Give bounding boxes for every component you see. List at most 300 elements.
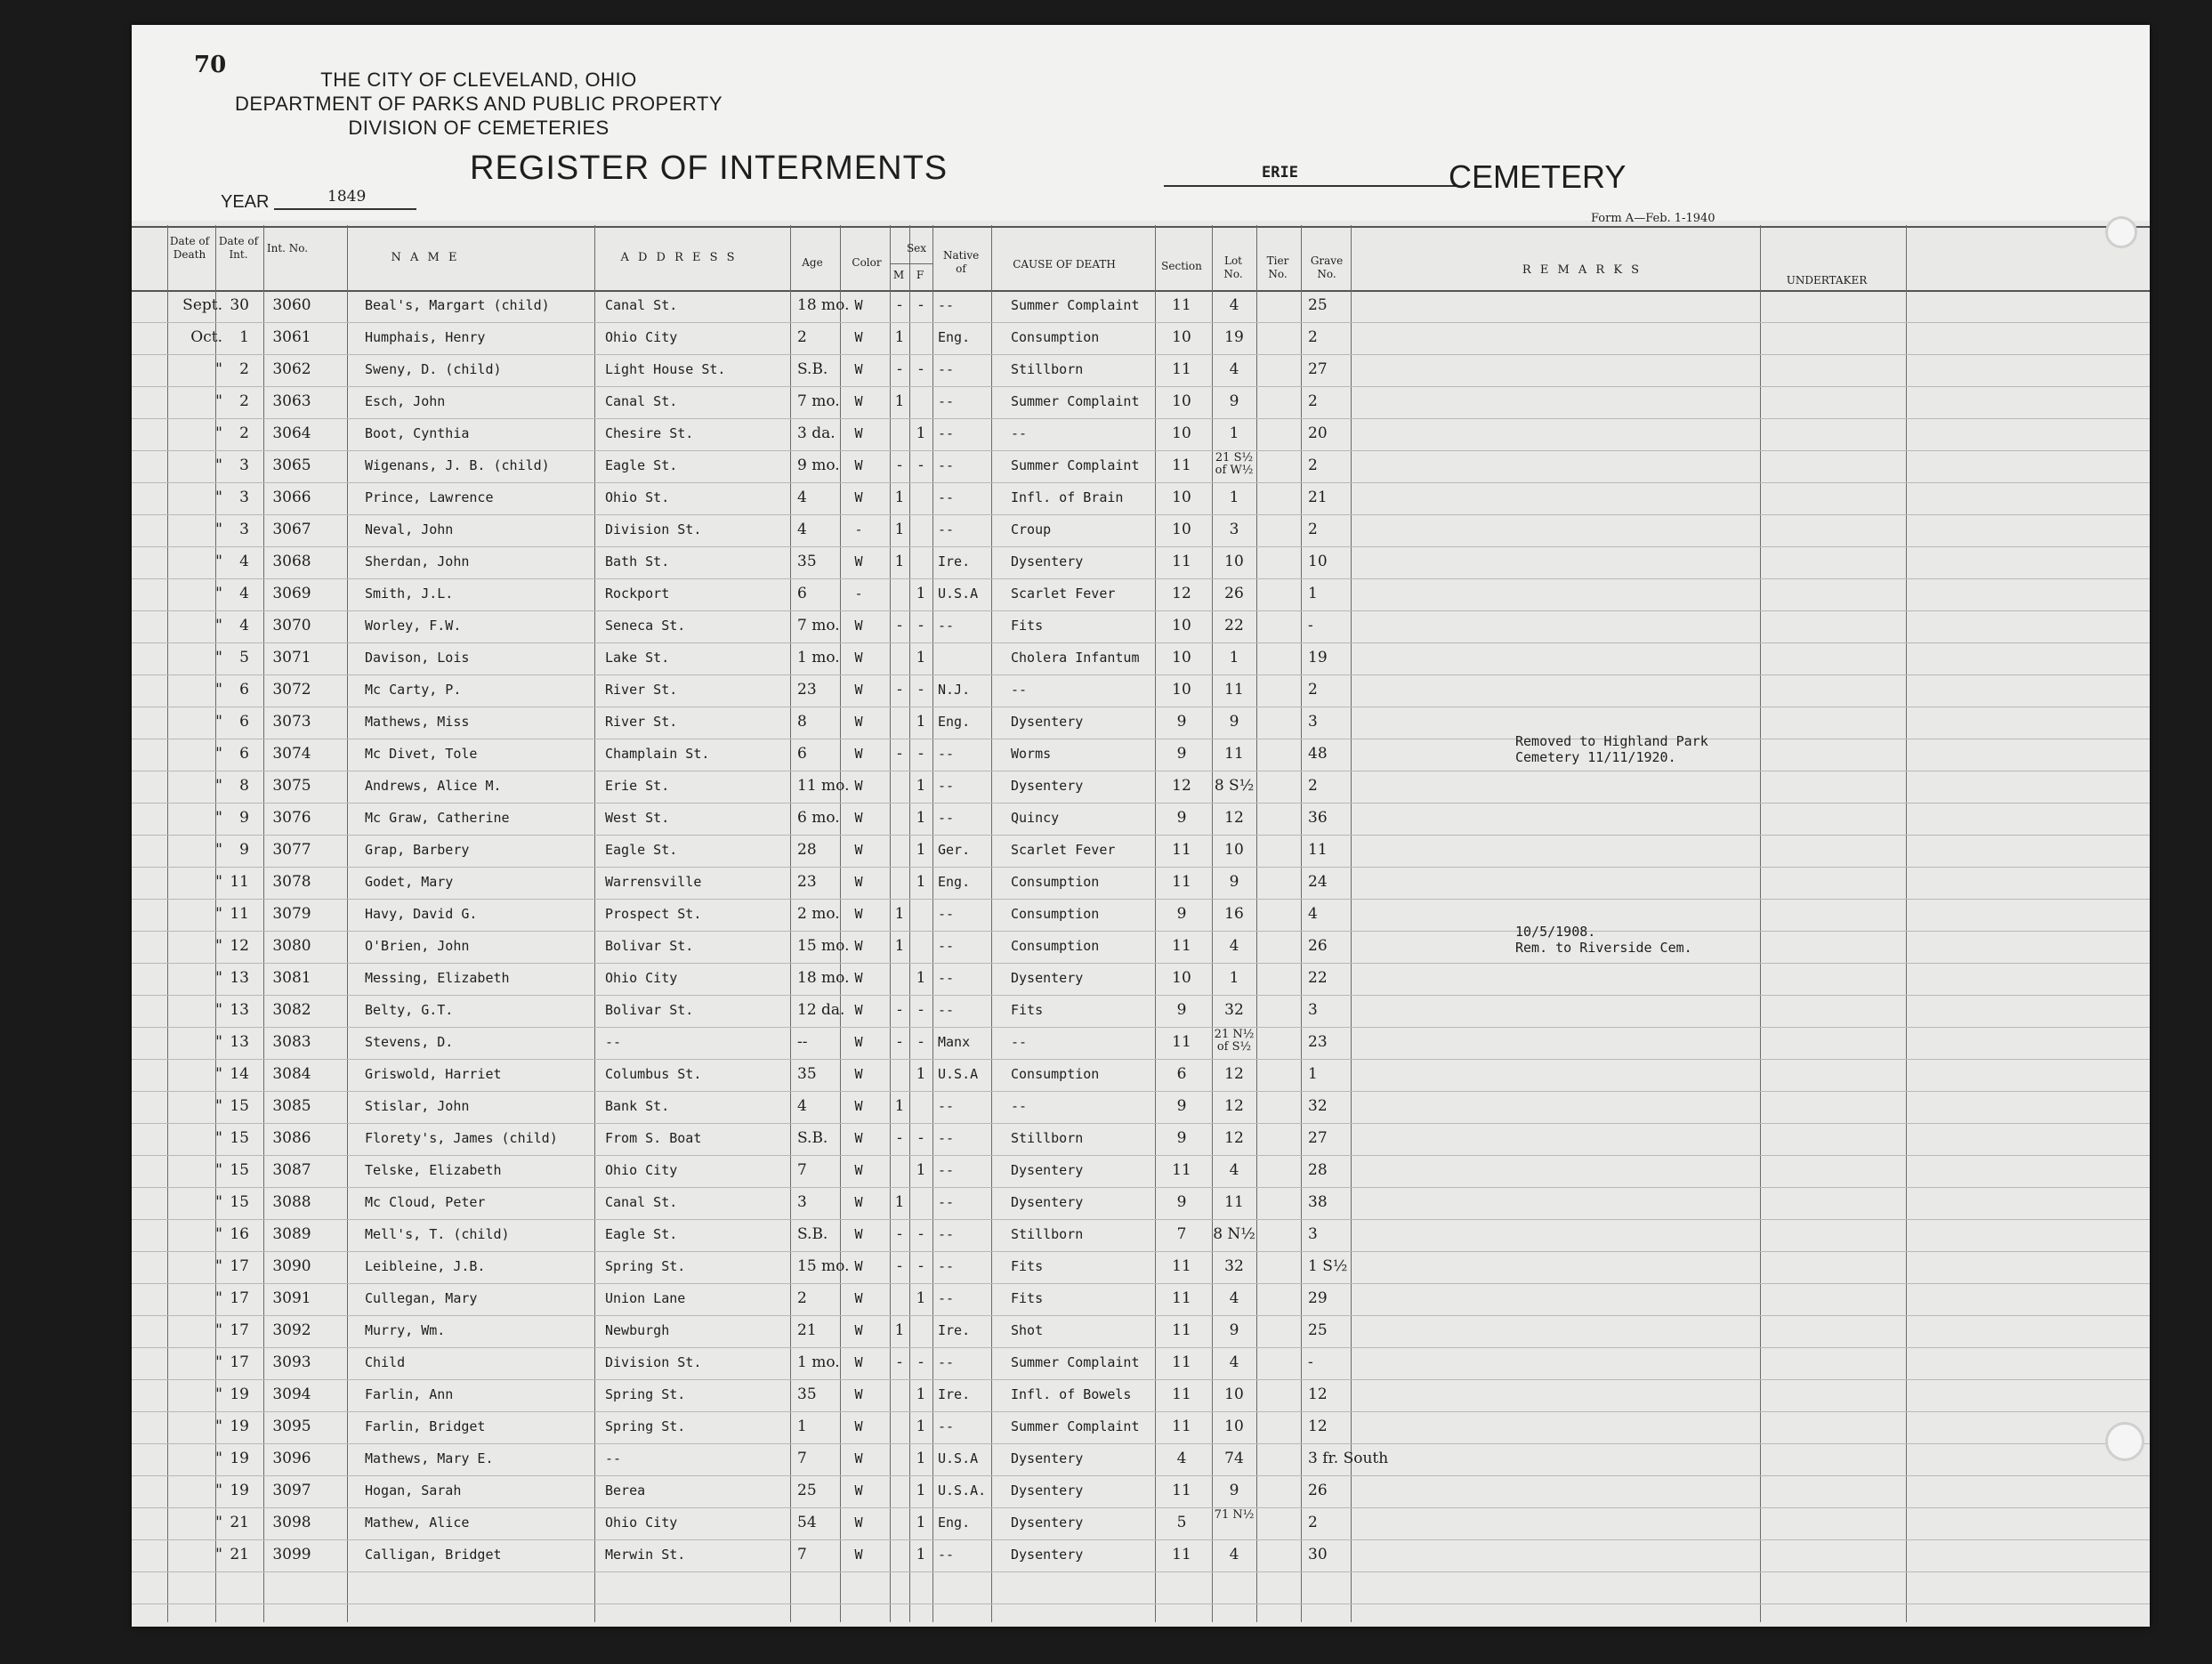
cell-section: 10	[1172, 392, 1191, 410]
cell-age: 28	[797, 841, 817, 859]
cell-grave: 27	[1308, 1129, 1328, 1147]
cell-month: "	[215, 1546, 222, 1563]
cell-color: -	[854, 586, 863, 602]
col-name: N A M E	[391, 251, 460, 264]
cell-m: -	[897, 1353, 902, 1371]
cell-color: W	[854, 1098, 863, 1114]
cell-day: 12	[230, 937, 249, 955]
cell-address: From S. Boat	[605, 1130, 702, 1146]
cell-cause: Dysentery	[1011, 1450, 1084, 1466]
cell-color: W	[854, 1066, 863, 1082]
cell-cause: Dysentery	[1011, 553, 1084, 569]
cell-age: 1 mo.	[797, 649, 840, 666]
cell-lot: 19	[1224, 328, 1244, 346]
cell-address: West St.	[605, 810, 670, 826]
cell-native: --	[938, 457, 955, 473]
cell-no: 3079	[272, 905, 311, 923]
cell-address: Bolivar St.	[605, 1002, 694, 1018]
cell-day: 19	[230, 1482, 249, 1499]
col-undertaker: UNDERTAKER	[1786, 274, 1868, 287]
cell-grave: 2	[1308, 1514, 1318, 1531]
cell-f: -	[918, 296, 924, 314]
cell-day: 8	[239, 777, 249, 795]
cell-no: 3063	[272, 392, 311, 410]
cell-m: -	[897, 1129, 902, 1147]
cell-f: 1	[916, 873, 926, 891]
cell-native: --	[938, 1354, 955, 1370]
cell-lot: 71 N½	[1214, 1508, 1255, 1522]
cell-color: W	[854, 1386, 863, 1402]
cell-native: Ire.	[938, 1386, 971, 1402]
punch-hole	[2105, 1422, 2144, 1461]
cell-f: 1	[916, 1065, 926, 1083]
cell-section: 9	[1176, 905, 1187, 923]
cell-f: -	[918, 360, 924, 378]
cell-no: 3082	[272, 1001, 311, 1019]
cell-cause: Fits	[1011, 1290, 1044, 1306]
cell-native: --	[938, 1258, 955, 1274]
cell-cause: Fits	[1011, 1002, 1044, 1018]
cell-month: "	[215, 1514, 222, 1531]
cell-section: 11	[1172, 553, 1191, 570]
cell-cause: --	[1011, 1034, 1028, 1050]
cell-native: --	[938, 1194, 955, 1210]
cell-m: -	[897, 745, 902, 763]
cell-day: 15	[230, 1097, 249, 1115]
cell-color: W	[854, 906, 863, 922]
cell-age: 7	[797, 1546, 807, 1563]
col-date-of-death: Date of Death	[169, 235, 210, 261]
table-row	[132, 521, 2150, 553]
cell-address: Lake St.	[605, 650, 670, 666]
cell-section: 10	[1172, 681, 1191, 699]
cell-address: Ohio City	[605, 1515, 678, 1531]
table-row	[132, 489, 2150, 521]
cell-native: --	[938, 425, 955, 441]
cell-m: -	[897, 296, 902, 314]
cell-month: "	[215, 937, 222, 955]
cell-name: Sherdan, John	[365, 553, 470, 569]
cell-grave: 1	[1308, 585, 1318, 602]
cell-address: Canal St.	[605, 393, 678, 409]
cell-day: 13	[230, 1033, 249, 1051]
cell-day: 15	[230, 1193, 249, 1211]
cell-name: Telske, Elizabeth	[365, 1162, 502, 1178]
row-rule	[132, 1603, 2150, 1604]
cell-address: Bank St.	[605, 1098, 670, 1114]
cell-month: "	[215, 1418, 222, 1435]
cell-color: W	[854, 1034, 863, 1050]
cell-age: 18 mo.	[797, 969, 850, 987]
cell-color: W	[854, 1002, 863, 1018]
cell-lot: 9	[1229, 1321, 1239, 1339]
cell-native: --	[938, 297, 955, 313]
cell-no: 3088	[272, 1193, 311, 1211]
cell-no: 3096	[272, 1450, 311, 1467]
cell-native: N.J.	[938, 682, 971, 698]
cell-native: Eng.	[938, 329, 971, 345]
cell-name: Mathews, Mary E.	[365, 1450, 494, 1466]
cell-cause: Consumption	[1011, 938, 1100, 954]
cell-name: Murry, Wm.	[365, 1322, 446, 1338]
cell-grave: 36	[1308, 809, 1328, 827]
cell-age: S.B.	[797, 1225, 828, 1243]
cell-section: 12	[1172, 585, 1191, 602]
cell-f: 1	[916, 713, 926, 731]
cell-name: Smith, J.L.	[365, 586, 454, 602]
cell-grave: 10	[1308, 553, 1328, 570]
cell-day: 17	[230, 1321, 249, 1339]
cemetery-name: ERIE	[1262, 164, 1298, 182]
punch-hole	[2105, 216, 2137, 248]
cell-day: 9	[239, 841, 249, 859]
cell-section: 11	[1172, 1546, 1191, 1563]
cell-grave: 12	[1308, 1385, 1328, 1403]
cell-color: W	[854, 1322, 863, 1338]
cell-grave: 2	[1308, 777, 1318, 795]
cell-section: 11	[1172, 456, 1191, 474]
cell-age: 2	[797, 328, 807, 346]
cell-age: 6	[797, 745, 807, 763]
cell-color: W	[854, 714, 863, 730]
cell-section: 6	[1176, 1065, 1187, 1083]
cell-grave: 22	[1308, 969, 1328, 987]
cell-address: Bolivar St.	[605, 938, 694, 954]
cell-cause: Summer Complaint	[1011, 393, 1140, 409]
cell-cause: Scarlet Fever	[1011, 842, 1116, 858]
cell-age: --	[797, 1033, 808, 1051]
cell-name: Mc Cloud, Peter	[365, 1194, 486, 1210]
cell-address: Spring St.	[605, 1386, 686, 1402]
cell-color: W	[854, 489, 863, 505]
cell-address: Ohio City	[605, 1162, 678, 1178]
cell-cause: Consumption	[1011, 329, 1100, 345]
cell-name: Mell's, T. (child)	[365, 1226, 510, 1242]
cell-grave: 3 fr. South	[1308, 1450, 1389, 1467]
cell-no: 3090	[272, 1257, 311, 1275]
cell-day: 6	[239, 713, 249, 731]
table-row	[132, 650, 2150, 682]
cell-month: "	[215, 521, 222, 538]
cell-section: 9	[1176, 1097, 1187, 1115]
cell-name: Andrews, Alice M.	[365, 778, 502, 794]
cell-m: -	[897, 681, 902, 699]
cell-color: W	[854, 361, 863, 377]
cell-month: "	[215, 360, 222, 378]
cell-day: 19	[230, 1385, 249, 1403]
cell-age: 18 mo.	[797, 296, 850, 314]
cell-name: Boot, Cynthia	[365, 425, 470, 441]
cell-cause: Croup	[1011, 521, 1052, 537]
cell-native: Eng.	[938, 714, 971, 730]
cell-native: --	[938, 906, 955, 922]
cell-grave: 28	[1308, 1161, 1328, 1179]
cell-month: "	[215, 1450, 222, 1467]
cell-name: O'Brien, John	[365, 938, 470, 954]
cell-color: W	[854, 1162, 863, 1178]
cell-m: 1	[894, 392, 905, 410]
cell-name: Neval, John	[365, 521, 454, 537]
cell-no: 3070	[272, 617, 311, 634]
cell-age: 8	[797, 713, 807, 731]
cell-lot: 4	[1229, 1161, 1239, 1179]
cell-native: U.S.A	[938, 586, 979, 602]
cell-cause: Dysentery	[1011, 778, 1084, 794]
col-tier-no: Tier No.	[1266, 254, 1289, 280]
cell-native: U.S.A.	[938, 1482, 987, 1498]
cell-color: W	[854, 457, 863, 473]
form-label: Form A—Feb. 1-1940	[1591, 212, 1716, 225]
cell-day: 6	[239, 745, 249, 763]
cell-cause: --	[1011, 425, 1028, 441]
cell-f: 1	[916, 841, 926, 859]
cell-native: --	[938, 489, 955, 505]
cell-m: 1	[894, 521, 905, 538]
cell-grave: 1 S½	[1308, 1257, 1348, 1275]
cell-address: Merwin St.	[605, 1547, 686, 1563]
cell-lot: 10	[1224, 841, 1244, 859]
cell-native: --	[938, 746, 955, 762]
cell-address: Ohio St.	[605, 489, 670, 505]
col-sex: Sex	[906, 242, 927, 254]
cell-no: 3072	[272, 681, 311, 699]
cell-month: "	[215, 1033, 222, 1051]
table-row	[132, 1547, 2150, 1579]
cell-f: 1	[916, 969, 926, 987]
cell-f: -	[918, 1033, 924, 1051]
cell-cause: Dysentery	[1011, 1547, 1084, 1563]
cell-lot: 11	[1224, 745, 1244, 763]
cell-lot: 11	[1224, 681, 1244, 699]
table-row	[132, 1290, 2150, 1322]
cell-cause: Dysentery	[1011, 1482, 1084, 1498]
cell-age: 23	[797, 873, 817, 891]
cell-native: U.S.A	[938, 1066, 979, 1082]
cell-name: Calligan, Bridget	[365, 1547, 502, 1563]
table-row	[132, 938, 2150, 970]
cell-address: Canal St.	[605, 1194, 678, 1210]
cell-day: 11	[230, 873, 249, 891]
cell-month: "	[215, 969, 222, 987]
cell-address: Berea	[605, 1482, 646, 1498]
cell-lot: 12	[1224, 809, 1244, 827]
cell-month: "	[215, 585, 222, 602]
cell-address: Rockport	[605, 586, 670, 602]
cell-month: "	[215, 1225, 222, 1243]
register-title: REGISTER OF INTERMENTS	[470, 149, 949, 187]
cell-lot: 4	[1229, 1546, 1239, 1563]
cell-lot: 11	[1224, 1193, 1244, 1211]
year-label: YEAR	[221, 192, 270, 212]
cell-f: -	[918, 745, 924, 763]
cell-no: 3081	[272, 969, 311, 987]
cell-native: --	[938, 938, 955, 954]
cell-lot: 1	[1229, 969, 1239, 987]
cell-day: 11	[230, 905, 249, 923]
cell-name: Mathew, Alice	[365, 1515, 470, 1531]
col-sex-m: M	[892, 269, 905, 281]
cell-age: 25	[797, 1482, 817, 1499]
cell-native: Ire.	[938, 553, 971, 569]
table-row	[132, 1066, 2150, 1098]
sex-sub-rule	[890, 263, 932, 264]
cell-name: Florety's, James (child)	[365, 1130, 558, 1146]
cell-cause: Stillborn	[1011, 1130, 1084, 1146]
cell-section: 11	[1172, 1482, 1191, 1499]
cell-name: Cullegan, Mary	[365, 1290, 478, 1306]
cell-month: "	[215, 456, 222, 474]
cell-lot: 4	[1229, 1353, 1239, 1371]
cell-section: 11	[1172, 1385, 1191, 1403]
cell-age: 4	[797, 1097, 807, 1115]
page-number: 70	[194, 52, 227, 78]
cell-grave: 21	[1308, 489, 1328, 506]
cell-native: --	[938, 1098, 955, 1114]
cell-section: 10	[1172, 328, 1191, 346]
cell-color: W	[854, 682, 863, 698]
cell-no: 3087	[272, 1161, 311, 1179]
cell-address: Bath St.	[605, 553, 670, 569]
table-row	[132, 810, 2150, 842]
cell-m: 1	[894, 937, 905, 955]
cell-age: 54	[797, 1514, 817, 1531]
cell-native: --	[938, 1002, 955, 1018]
cell-age: 6	[797, 585, 807, 602]
cell-address: Spring St.	[605, 1418, 686, 1434]
cell-address: River St.	[605, 682, 678, 698]
cell-lot: 4	[1229, 1289, 1239, 1307]
cell-color: W	[854, 1130, 863, 1146]
cell-f: 1	[916, 1450, 926, 1467]
remark-3073: Removed to Highland Park Cemetery 11/11/1920.	[1515, 733, 1708, 765]
cell-day: 4	[239, 585, 249, 602]
table-row	[132, 1028, 2150, 1066]
cell-cause: Dysentery	[1011, 1194, 1084, 1210]
cell-section: 9	[1176, 745, 1187, 763]
cell-section: 9	[1176, 1001, 1187, 1019]
cell-day: 3	[239, 489, 249, 506]
cell-day: 17	[230, 1353, 249, 1371]
cell-lot: 12	[1224, 1097, 1244, 1115]
cell-address: Champlain St.	[605, 746, 710, 762]
cell-cause: Consumption	[1011, 874, 1100, 890]
cell-no: 3069	[272, 585, 311, 602]
cell-month: "	[215, 649, 222, 666]
cell-grave: 2	[1308, 681, 1318, 699]
cell-address: Eagle St.	[605, 1226, 678, 1242]
cell-native: --	[938, 810, 955, 826]
cell-cause: Dysentery	[1011, 714, 1084, 730]
cell-name: Davison, Lois	[365, 650, 470, 666]
cell-name: Farlin, Bridget	[365, 1418, 486, 1434]
cell-lot: 10	[1224, 1418, 1244, 1435]
cell-m: -	[897, 1257, 902, 1275]
cell-m: -	[897, 1001, 902, 1019]
col-int-no: Int. No.	[266, 242, 309, 254]
table-row	[132, 1194, 2150, 1226]
cell-month: "	[215, 713, 222, 731]
cell-name: Worley, F.W.	[365, 618, 462, 634]
cell-color: W	[854, 393, 863, 409]
cell-native: --	[938, 970, 955, 986]
cell-native: Manx	[938, 1034, 971, 1050]
cell-section: 7	[1176, 1225, 1187, 1243]
cell-name: Esch, John	[365, 393, 446, 409]
table-row	[132, 1508, 2150, 1547]
cell-lot: 21 N½ of S½	[1214, 1028, 1255, 1054]
cell-color: W	[854, 650, 863, 666]
cell-day: 14	[230, 1065, 249, 1083]
cell-section: 11	[1172, 1321, 1191, 1339]
table-row	[132, 1226, 2150, 1258]
cell-cause: Summer Complaint	[1011, 1418, 1140, 1434]
cell-no: 3091	[272, 1289, 311, 1307]
cell-cause: Consumption	[1011, 906, 1100, 922]
cell-color: W	[854, 1290, 863, 1306]
cell-address: River St.	[605, 714, 678, 730]
cell-color: W	[854, 1515, 863, 1531]
cell-cause: Consumption	[1011, 1066, 1100, 1082]
cell-month: "	[215, 424, 222, 442]
cell-lot: 3	[1229, 521, 1239, 538]
cell-grave: 32	[1308, 1097, 1328, 1115]
cell-name: Child	[365, 1354, 406, 1370]
cell-grave: -	[1308, 617, 1313, 634]
cell-name: Havy, David G.	[365, 906, 478, 922]
cell-age: 2	[797, 1289, 807, 1307]
cell-native: --	[938, 778, 955, 794]
cell-address: Warrensville	[605, 874, 702, 890]
org-line-1: THE CITY OF CLEVELAND, OHIO	[320, 69, 637, 91]
cell-section: 5	[1176, 1514, 1187, 1531]
cell-cause: Quincy	[1011, 810, 1060, 826]
cell-day: 13	[230, 1001, 249, 1019]
cell-grave: 4	[1308, 905, 1318, 923]
table-row	[132, 1098, 2150, 1130]
cell-grave: 2	[1308, 392, 1318, 410]
cell-m: -	[897, 1033, 902, 1051]
cell-color: W	[854, 1194, 863, 1210]
cell-section: 11	[1172, 1289, 1191, 1307]
cell-f: 1	[916, 585, 926, 602]
cell-section: 10	[1172, 617, 1191, 634]
cell-section: 11	[1172, 360, 1191, 378]
cell-f: -	[918, 617, 924, 634]
cell-day: 2	[239, 360, 249, 378]
cell-no: 3062	[272, 360, 311, 378]
cell-lot: 10	[1224, 553, 1244, 570]
cell-address: Newburgh	[605, 1322, 670, 1338]
cell-lot: 1	[1229, 649, 1239, 666]
cell-grave: 26	[1308, 937, 1328, 955]
cell-cause: --	[1011, 682, 1028, 698]
cell-native: --	[938, 393, 955, 409]
table-row	[132, 329, 2150, 361]
cell-lot: 74	[1224, 1450, 1244, 1467]
cell-month: "	[215, 1193, 222, 1211]
cell-native: --	[938, 1130, 955, 1146]
cell-lot: 12	[1224, 1129, 1244, 1147]
cell-section: 11	[1172, 937, 1191, 955]
cell-name: Mathews, Miss	[365, 714, 470, 730]
table-row	[132, 1162, 2150, 1194]
cell-cause: Summer Complaint	[1011, 297, 1140, 313]
table-row	[132, 618, 2150, 650]
cell-month: "	[215, 1129, 222, 1147]
table-row	[132, 1450, 2150, 1482]
cell-cause: Infl. of Brain	[1011, 489, 1124, 505]
cell-age: 23	[797, 681, 817, 699]
